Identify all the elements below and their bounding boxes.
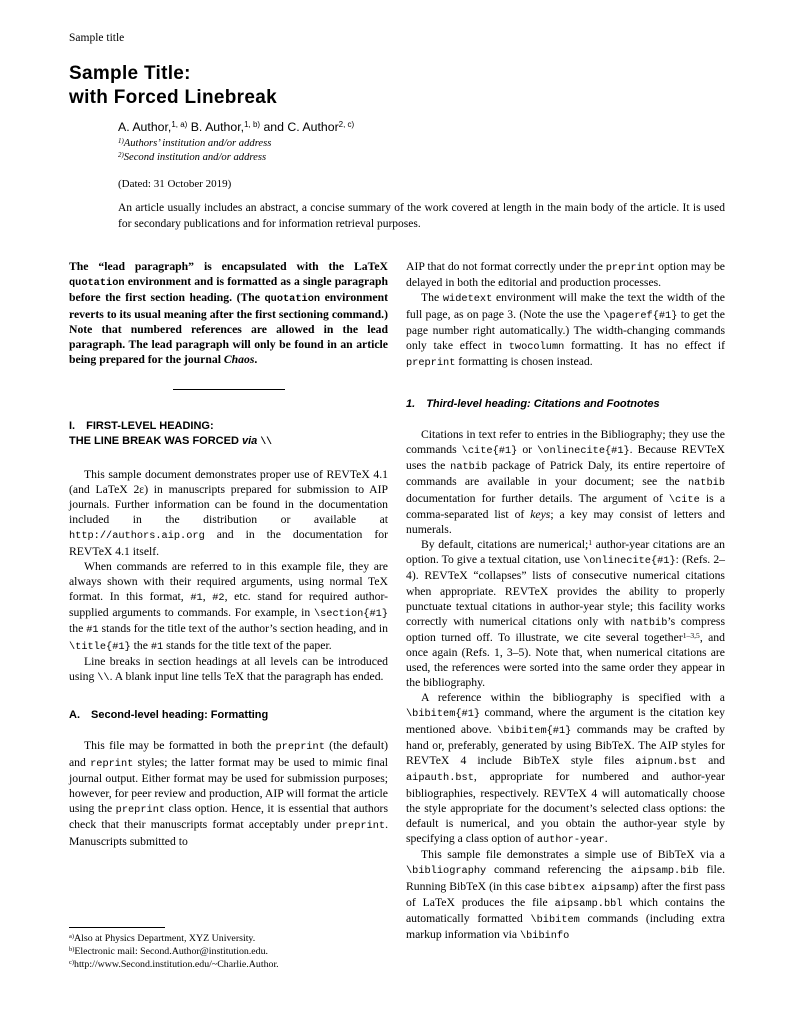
text-segment: ) after the first pass of LaTeX produces the file (406, 879, 725, 909)
text-segment: \\ (97, 672, 110, 684)
subsection-heading-second-level (69, 709, 388, 721)
text-segment: . A blank input line tells TeX that the paragraph has ended. (109, 670, 384, 683)
text-segment: #1 (86, 624, 99, 637)
text-segment: Line breaks in section headings at all levels can be introduced using (69, 654, 388, 683)
title-line-1: Sample Title: (69, 63, 191, 84)
text-segment: quotation (69, 277, 125, 290)
text-segment: formatting. It has no effect if (564, 339, 726, 353)
text-segment: documentation for further details. The argument of (406, 491, 669, 505)
text-segment: command, where the argument is the citation key mentioned above. (406, 706, 725, 736)
body-paragraph (406, 537, 725, 690)
affiliation-1 (118, 137, 725, 151)
text-segment: environment and is formatted as a single paragraph before the first section heading. (The (69, 275, 388, 305)
authors-line (118, 120, 725, 134)
text-segment: \bibitem (530, 914, 580, 927)
text-segment: commands (including extra markup information via (406, 912, 725, 942)
text-segment: ’s compress option turned off. To illustrate, we cite several together (406, 614, 726, 644)
section-heading-line-2 (69, 434, 388, 449)
text-segment: The (421, 291, 443, 305)
text-segment: Third-level heading: Citations and Footnotes (426, 397, 660, 410)
text-segment: When commands are referred to in this example file, they are always shown with their required arguments, using normal TeX format. In this format, (69, 559, 388, 603)
text-segment: \cite{#1} (461, 444, 518, 457)
body-paragraph (69, 654, 388, 685)
text-segment: AIP that do not format correctly under the (406, 260, 606, 274)
text-segment: Chaos (223, 352, 255, 366)
text-segment: , (202, 589, 213, 603)
text-segment: styles; the latter format may be used to mimic final journal output. Either format may be used for submission purposes; however, for peer review and production, AIP will format the article using the (69, 755, 389, 816)
text-segment: \bibitem{#1} (406, 708, 481, 721)
text-segment: \bibitem{#1} (497, 724, 572, 737)
text-segment: widetext (442, 293, 493, 306)
text-segment: aipsamp.bib (630, 865, 699, 878)
body-paragraph (69, 559, 388, 654)
paper-title (69, 62, 725, 111)
text-segment: http://authors.aip.org (69, 530, 205, 543)
text-segment: THE LINE BREAK WAS FORCED (69, 435, 242, 448)
body-paragraph (406, 290, 725, 370)
body-paragraph (406, 259, 725, 290)
text-segment: stands for the title text of the author’s section heading, and in (98, 622, 389, 636)
text-segment: \onlinecite{#1} (537, 444, 630, 457)
text-segment: environment reverts to its usual meaning after the first sectioning command.) Note that numbered references are allowed in the lead paragraph. The lead paragraph will only be found in an article being prepared for the journal (69, 291, 388, 366)
text-segment: , and once again (Refs. 1, 3–5). Note that, when numerical citations are used, the references were sorted into the same order they appear in the bibliography. (406, 630, 725, 690)
two-column-body (69, 259, 725, 973)
text-segment: bibtex aipsamp (548, 881, 635, 894)
text-segment: is a comma-separated list of (406, 491, 726, 521)
front-matter (118, 120, 725, 232)
text-segment: By default, citations are numerical; (421, 538, 589, 552)
body-paragraph (406, 427, 725, 537)
text-segment: A. Author, (118, 119, 172, 134)
text-segment: preprint (406, 357, 456, 370)
text-segment: This sample file demonstrates a simple use of BibTeX via a (421, 848, 725, 862)
text-segment: 1, b) (244, 120, 261, 130)
text-segment: keys (530, 507, 551, 521)
footnotes-block (69, 927, 388, 971)
text-segment: a) (69, 932, 74, 940)
text-segment: to get the page number right automatically.) The width-changing commands only take effect in (406, 307, 725, 353)
text-segment: : (Refs. 2–4). REVTeX “collapses” lists of consecutive numerical citations when appropriate. REVTeX provides the ability to properly punctuate textual citations in author-year style; this facility works correctly with numerical citations only with (406, 553, 726, 628)
footnote-b (69, 945, 388, 958)
text-segment: natbib (450, 461, 488, 473)
text-segment: via (241, 435, 258, 448)
section-heading-first-level (69, 419, 388, 450)
lead-paragraph (69, 259, 388, 367)
text-segment: which contains the automatically formatted (406, 895, 725, 926)
text-segment: author-year (536, 833, 605, 846)
body-paragraph (406, 690, 725, 847)
body-paragraph (406, 847, 725, 944)
text-segment: preprint (605, 262, 656, 275)
section-heading-line-1 (69, 419, 388, 434)
left-column (69, 259, 388, 973)
text-segment: Second institution and/or address (123, 151, 267, 163)
text-segment: A. (69, 709, 80, 722)
title-line-2: with Forced Linebreak (69, 87, 277, 109)
text-segment: I. (69, 420, 76, 433)
text-segment: aipauth.bst (406, 772, 474, 785)
text-segment: quotation (264, 293, 321, 306)
text-segment: . (254, 352, 258, 366)
text-segment: (the default) and (69, 739, 388, 769)
text-segment: 1. (406, 397, 416, 410)
text-segment: option may be delayed in both the editorial and production processes. (406, 260, 725, 290)
text-segment: \section{#1} (313, 608, 388, 621)
text-segment: \onlinecite{#1} (583, 555, 676, 568)
text-segment: . Because REVTeX uses the (406, 442, 725, 472)
text-segment: the (69, 622, 87, 636)
body-paragraph (69, 467, 388, 559)
text-segment: , appropriate for numbered and author-year bibliographies, respectively. REVTeX 4 will automatically choose the style appropriate for the document’s selected class options: the default is numerical, and you obtain the author-year style by specifying a class option of (406, 770, 725, 845)
text-segment: Also at Physics Department, XYZ University. (74, 932, 256, 944)
text-segment: 1, a) (171, 120, 188, 130)
text-segment: preprint (335, 820, 386, 833)
text-segment: class option. Hence, it is essential that authors check that their manuscripts format acceptably under (69, 802, 389, 832)
text-segment: b) (69, 946, 75, 954)
text-segment: 1–3,5 (682, 630, 700, 640)
text-segment: \\ (260, 436, 272, 448)
text-segment: A reference within the bibliography is specified with a (421, 691, 725, 705)
text-segment: package of Patrick Daly, its entire repertoire of commands are available in your document; see the (406, 459, 725, 489)
text-segment: #1 (150, 640, 164, 653)
text-segment: aipnum.bst (635, 756, 698, 769)
text-segment: \pageref{#1} (603, 309, 678, 322)
text-segment: reprint (90, 757, 134, 770)
body-paragraph (69, 738, 388, 848)
text-segment: Citations in text refer to entries in the Bibliography; they use the commands (406, 427, 725, 456)
subsubsection-heading-third-level (406, 398, 725, 410)
text-segment: natbib (630, 616, 668, 629)
text-segment: This file may be formatted in both the (84, 739, 276, 753)
text-segment: ; a key may consist of letters and numerals. (406, 507, 725, 536)
text-segment: \bibinfo (519, 930, 570, 943)
footnote-c (69, 958, 388, 971)
abstract-text: An article usually includes an abstract, a concise summary of the work covered at length in the main body of the article. It is used for secondary publications and for information retrieval purposes. (118, 202, 725, 230)
text-segment: 2, c) (338, 120, 355, 130)
text-segment: #2 (212, 591, 225, 604)
text-segment: and C. Author (260, 119, 339, 134)
text-segment: stands for the title text of the paper. (163, 638, 332, 652)
text-segment: natbib (687, 477, 725, 490)
text-segment: \title{#1} (69, 640, 131, 653)
section-divider-rule (173, 389, 285, 390)
text-segment: author-year citations are an option. To give a textual citation, use (406, 538, 725, 567)
text-segment: or (517, 442, 538, 456)
text-segment: The “lead paragraph” is encapsulated with the LaTeX (69, 260, 388, 274)
text-segment: http://www.Second.institution.edu/~Charlie.Author. (74, 958, 279, 970)
running-header: Sample title (69, 32, 125, 44)
text-segment: \cite (668, 493, 700, 506)
text-segment: 1) (118, 137, 124, 145)
text-segment: , etc. stand for required author-supplied arguments to commands. For example, in (69, 589, 389, 620)
text-segment: 1 (588, 537, 593, 547)
text-segment: and (697, 754, 726, 768)
text-segment: FIRST-LEVEL HEADING: (86, 420, 214, 433)
text-segment: command referencing the (486, 863, 631, 877)
text-segment: aipsamp.bbl (554, 897, 623, 910)
text-segment: \bibliography (406, 865, 487, 878)
footnote-a (69, 932, 388, 945)
affiliation-2 (118, 151, 725, 165)
text-segment: preprint (275, 741, 325, 754)
text-segment: Electronic mail: Second.Author@institution.edu. (74, 945, 269, 957)
text-segment: c) (69, 959, 74, 967)
footnote-rule (69, 927, 165, 928)
text-segment: and in the documentation for REVTeX 4.1 itself. (69, 528, 388, 558)
text-segment: file. Running BibTeX (in this case (406, 863, 725, 893)
text-segment: #1 (190, 591, 203, 604)
text-segment: twocolumn (508, 341, 565, 354)
text-segment: Authors’ institution and/or address (123, 137, 272, 149)
right-column (406, 259, 725, 973)
text-segment: 2) (118, 151, 124, 159)
dated-line: (Dated: 31 October 2019) (118, 178, 232, 191)
text-segment: This sample document demonstrates proper use of REVTeX 4.1 (and LaTeX 2ε) in manuscripts prepared for submission to AIP journals. Further information can be found in the documentation included in the distribution or available at (69, 467, 388, 527)
text-segment: commands may be crafted by hand or, preferably, generated by using BibTeX. The AIP styles for REVTeX 4 include BibTeX style files (406, 722, 725, 768)
text-segment: B. Author, (187, 119, 245, 134)
text-segment: . (604, 831, 608, 845)
text-segment: Second-level heading: Formatting (91, 709, 269, 722)
text-segment: the (130, 638, 151, 652)
text-segment: formatting is chosen instead. (455, 355, 593, 369)
text-segment: . Manuscripts submitted to (69, 818, 388, 848)
text-segment: preprint (115, 804, 166, 817)
text-segment: environment will make the text the width of the full page, as on page 3. (Note the use the (406, 291, 725, 321)
